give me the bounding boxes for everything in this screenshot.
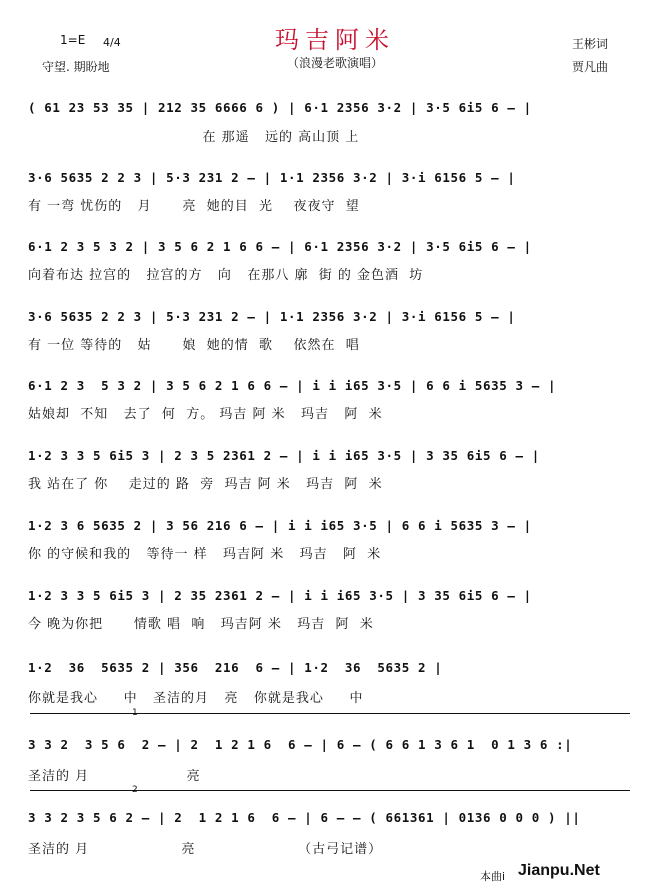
staff-line-4-lyrics: 有 一位 等待的 姑 娘 她的情 歌 依然在 唱 xyxy=(28,338,360,353)
staff-line-5-notes: 6·1 2 3 5 3 2 | 3 5 6 2 1 6 6 – | i i i65 3·5 | 6 6 i 5635 3 – | xyxy=(28,378,557,393)
song-title: 玛吉阿米 xyxy=(275,26,395,54)
staff-line-11-lyrics: 圣洁的 月 亮 （古弓记谱） xyxy=(28,842,383,857)
staff-line-2-notes: 3·6 5635 2 2 3 | 5·3 231 2 – | 1·1 2356 3·2 | 3·i 6156 5 – | xyxy=(28,170,516,185)
staff-line-1-notes: ( 61 23 53 35 | 212 35 6666 6 ) | 6·1 2356 3·2 | 3·5 6i5 6 – | xyxy=(28,100,532,115)
time-signature-value: 4/4 xyxy=(103,36,121,49)
lyricist-credit: 王彬词 xyxy=(572,37,609,51)
staff-line-10-notes: 3 3 2 3 5 6 2 – | 2 1 2 1 6 6 – | 6 – ( 6 6 1 3 6 1 0 1 3 6 :| xyxy=(28,737,573,752)
site-watermark: Jianpu.Net xyxy=(518,862,600,879)
staff-line-6-notes: 1·2 3 3 5 6i5 3 | 2 3 5 2361 2 – | i i i65 3·5 | 3 35 6i5 6 – | xyxy=(28,448,540,463)
second-ending-number: 2 xyxy=(132,785,138,795)
staff-line-8-lyrics: 今 晚为你把 情歌 唱 响 玛吉阿 米 玛吉 阿 米 xyxy=(28,617,374,632)
staff-line-9-notes: 1·2 36 5635 2 | 356 216 6 – | 1·2 36 5635 2 | xyxy=(28,660,443,675)
footer-note: 本曲i xyxy=(480,870,506,883)
staff-line-2-lyrics: 有 一弯 忧伤的 月 亮 她的目 光 夜夜守 望 xyxy=(28,199,360,214)
staff-line-7-notes: 1·2 3 6 5635 2 | 3 56 216 6 – | i i i65 3·5 | 6 6 i 5635 3 – | xyxy=(28,518,532,533)
staff-line-1-lyrics: 在 那遥 远的 高山顶 上 xyxy=(28,130,360,145)
staff-line-3-lyrics: 向着布达 拉宫的 拉宫的方 向 在那八 廓 街 的 金色酒 坊 xyxy=(28,268,424,283)
staff-line-9-lyrics: 你就是我心 中 圣洁的月 亮 你就是我心 中 xyxy=(28,691,364,706)
song-subtitle: （浪漫老歌演唱） xyxy=(286,56,383,70)
staff-line-7-lyrics: 你 的守候和我的 等待一 样 玛吉阿 米 玛吉 阿 米 xyxy=(28,547,382,562)
time-signature xyxy=(96,28,121,49)
staff-line-4-notes: 3·6 5635 2 2 3 | 5·3 231 2 – | 1·1 2356 3·2 | 3·i 6156 5 – | xyxy=(28,309,516,324)
performance-mood: 守望. 期盼地 xyxy=(42,60,110,74)
first-ending-number: 1 xyxy=(132,708,138,718)
second-ending-bracket xyxy=(30,790,630,791)
key-signature: 1=E xyxy=(60,33,86,47)
staff-line-3-notes: 6·1 2 3 5 3 2 | 3 5 6 2 1 6 6 – | 6·1 2356 3·2 | 3·5 6i5 6 – | xyxy=(28,239,532,254)
staff-line-6-lyrics: 我 站在了 你 走过的 路 旁 玛吉 阿 米 玛吉 阿 米 xyxy=(28,477,383,492)
staff-line-11-notes: 3 3 2 3 5 6 2 – | 2 1 2 1 6 6 – | 6 – – ( 661361 | 0136 0 0 0 ) || xyxy=(28,810,581,825)
staff-line-10-lyrics: 圣洁的 月 亮 xyxy=(28,769,201,784)
first-ending-bracket xyxy=(30,713,630,714)
staff-line-8-notes: 1·2 3 3 5 6i5 3 | 2 35 2361 2 – | i i i65 3·5 | 3 35 6i5 6 – | xyxy=(28,588,532,603)
staff-line-5-lyrics: 姑娘却 不知 去了 何 方。 玛吉 阿 米 玛吉 阿 米 xyxy=(28,407,383,422)
composer-credit: 贾凡曲 xyxy=(572,60,609,74)
